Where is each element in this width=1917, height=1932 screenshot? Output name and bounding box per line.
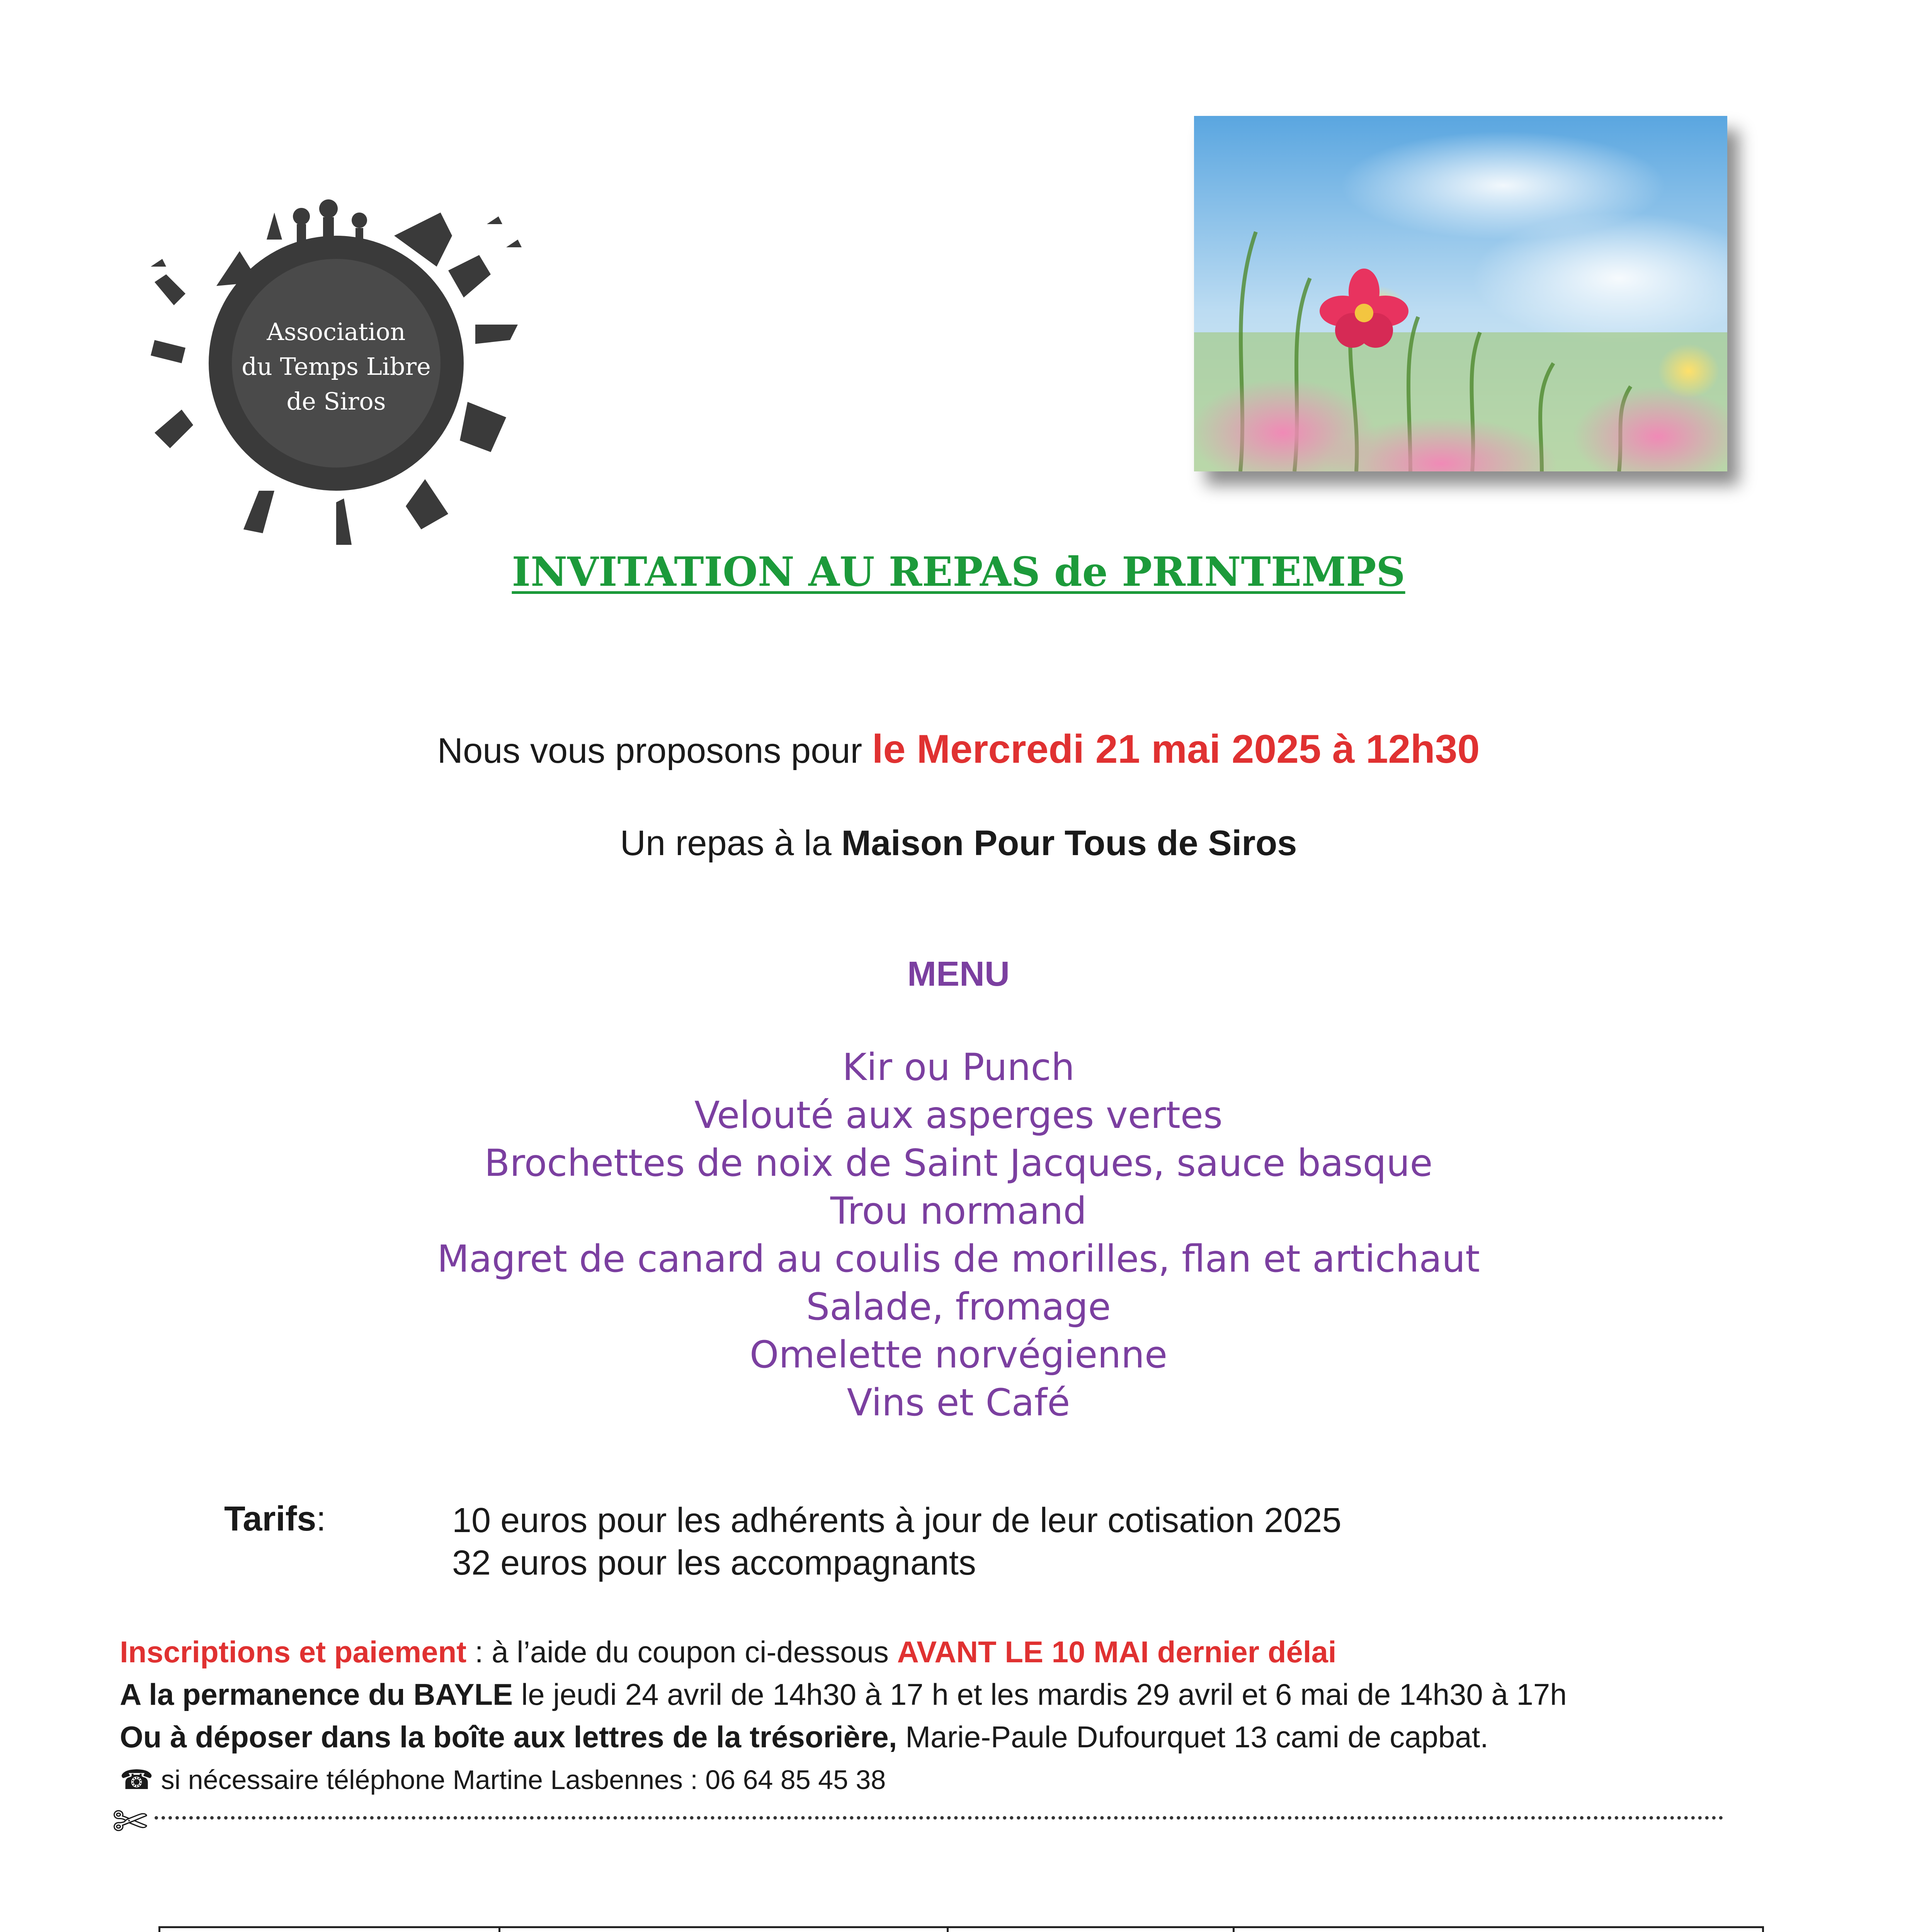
menu-list	[0, 1043, 1917, 1427]
menu-item: Velouté aux asperges vertes	[694, 1094, 1223, 1137]
spring-flowers-photo	[1194, 116, 1727, 471]
prenom-field[interactable]	[1234, 1927, 1763, 1932]
phone-line	[120, 1764, 886, 1796]
venue-line	[0, 823, 1917, 864]
permanence-label: A la permanence du BAYLE	[120, 1677, 513, 1711]
menu-item: Brochettes de noix de Saint Jacques, sauce basque	[484, 1141, 1433, 1185]
phone-text: si nécessaire téléphone Martine Lasbennes : 06 64 85 45 38	[153, 1765, 886, 1795]
permanence-text: le jeudi 24 avril de 14h30 à 17 h et les mardis 29 avril et 6 mai de 14h30 à 17h	[513, 1677, 1567, 1711]
tarifs-colon: :	[316, 1500, 326, 1538]
deposit-line	[120, 1719, 1488, 1755]
phone-icon: ☎	[120, 1765, 154, 1795]
menu-title: MENU	[907, 955, 1010, 993]
dotted-cut-line	[155, 1816, 1723, 1820]
event-date: le Mercredi 21 mai 2025 à 12h30	[872, 727, 1480, 772]
tarifs-label	[224, 1499, 326, 1539]
menu-item: Vins et Café	[847, 1381, 1070, 1424]
deposit-label: Ou à déposer dans la boîte aux lettres de la trésorière,	[120, 1720, 897, 1754]
prenom-label	[948, 1927, 1234, 1932]
menu-item: Kir ou Punch	[842, 1046, 1075, 1089]
scissors-icon: ✄	[112, 1798, 148, 1845]
tarifs-lines	[452, 1499, 1342, 1584]
venue-lead: Un repas à la	[620, 823, 842, 863]
nom-label	[160, 1927, 500, 1932]
inscriptions-label: Inscriptions et paiement	[120, 1635, 467, 1669]
inscriptions-line	[120, 1634, 1337, 1670]
inscriptions-text: : à l’aide du coupon ci-dessous	[466, 1635, 897, 1669]
permanence-line	[120, 1677, 1567, 1712]
menu-item: Magret de canard au coulis de morilles, flan et artichaut	[437, 1237, 1480, 1281]
cut-line	[112, 1798, 1735, 1845]
deadline: AVANT LE 10 MAI dernier délai	[897, 1635, 1337, 1669]
menu-item: Omelette norvégienne	[749, 1333, 1168, 1376]
menu-item: Salade, fromage	[806, 1285, 1111, 1328]
logo-text-line1: Association	[267, 318, 406, 346]
tarif-guests: 32 euros pour les accompagnants	[452, 1544, 976, 1582]
association-logo	[128, 170, 545, 556]
menu-item: Trou normand	[830, 1189, 1087, 1233]
logo-text-line3: de Siros	[286, 387, 386, 415]
deposit-text: Marie-Paule Dufourquet 13 cami de capbat.	[897, 1720, 1488, 1754]
logo-text-line2: du Temps Libre	[242, 352, 431, 381]
intro-line	[0, 726, 1917, 772]
registration-coupon	[158, 1926, 1764, 1932]
nom-field[interactable]	[500, 1927, 948, 1932]
invitation-title: INVITATION AU REPAS de PRINTEMPS	[512, 548, 1405, 595]
intro-lead: Nous vous proposons pour	[437, 731, 872, 770]
tarif-members: 10 euros pour les adhérents à jour de leur cotisation 2025	[452, 1501, 1342, 1540]
venue-place: Maison Pour Tous de Siros	[841, 823, 1297, 863]
tarifs-label-text: Tarifs	[224, 1500, 316, 1538]
